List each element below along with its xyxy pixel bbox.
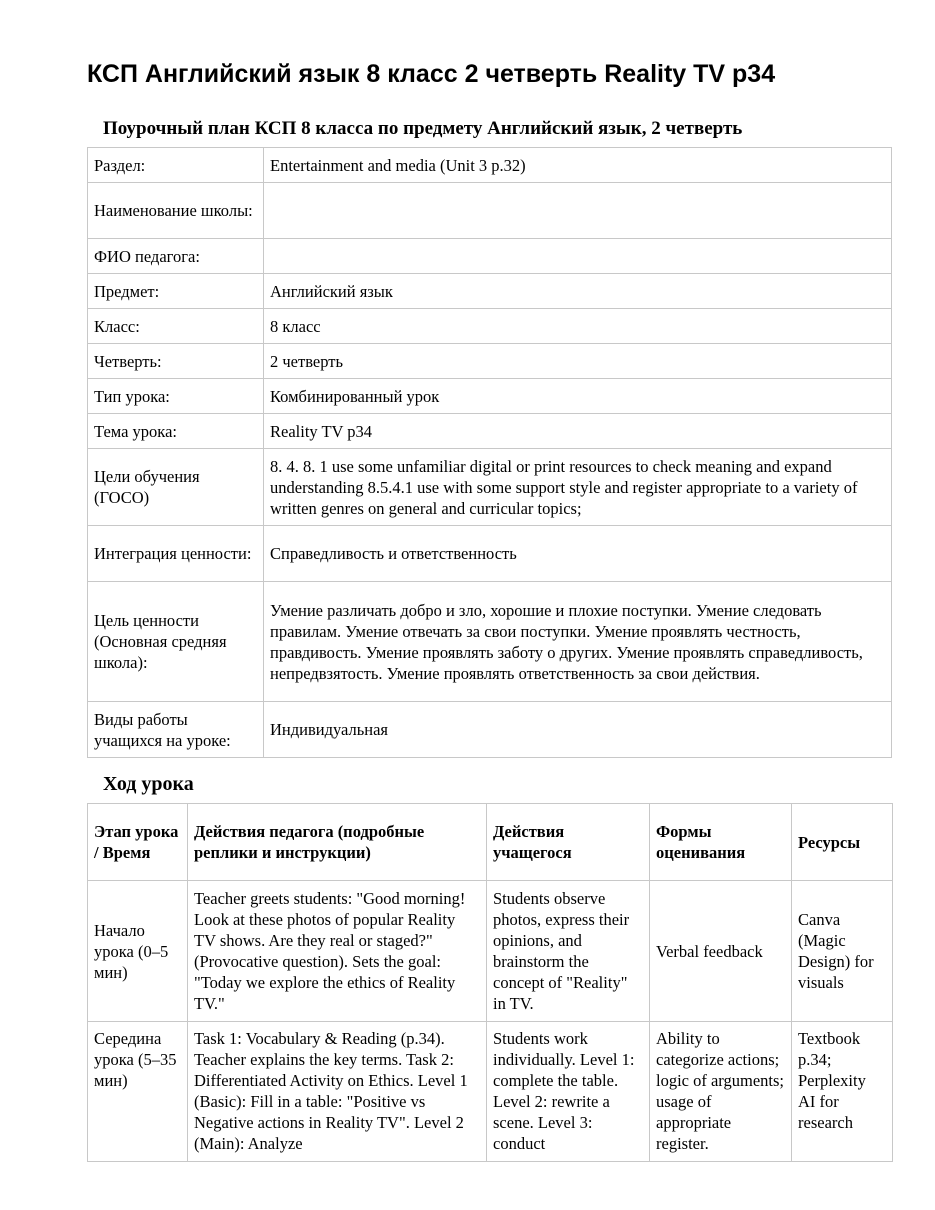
info-label: Виды работы учащихся на уроке: — [88, 702, 264, 758]
info-label: Наименование школы: — [88, 183, 264, 239]
column-header: Этап урока / Время — [88, 804, 188, 881]
info-row-quarter — [88, 344, 892, 379]
info-row-topic — [88, 414, 892, 449]
info-row-section — [88, 148, 892, 183]
info-value: 2 четверть — [264, 344, 892, 379]
info-label: Раздел: — [88, 148, 264, 183]
info-value: 8. 4. 8. 1 use some unfamiliar digital or print resources to check meaning and expand understanding 8.5.4.1 use with some support style and register appropriate to a variety of written genres on general and curricular topics; — [264, 449, 892, 526]
info-value: Комбинированный урок — [264, 379, 892, 414]
table-cell: Textbook p.34; Perplexity AI for research — [792, 1022, 893, 1162]
table-cell: Students work individually. Level 1: complete the table. Level 2: rewrite a scene. Level 3: conduct — [487, 1022, 650, 1162]
info-value: Индивидуальная — [264, 702, 892, 758]
info-row-teacher — [88, 239, 892, 274]
info-row-objectives — [88, 449, 892, 526]
info-label: Интеграция ценности: — [88, 526, 264, 582]
info-row-lesson-type — [88, 379, 892, 414]
info-label: Тип урока: — [88, 379, 264, 414]
table-cell: Students observe photos, express their opinions, and brainstorm the concept of "Reality" in TV. — [487, 881, 650, 1022]
info-value — [264, 183, 892, 239]
info-label: Цели обучения (ГОСО) — [88, 449, 264, 526]
info-value: Reality TV p34 — [264, 414, 892, 449]
info-row-value-integration — [88, 526, 892, 582]
info-row-work-type — [88, 702, 892, 758]
column-header: Формы оценивания — [650, 804, 792, 881]
info-value: Умение различать добро и зло, хорошие и плохие поступки. Умение следовать правилам. Умение отвечать за свои поступки. Умение проявлять честность, правдивость. Умение проявлять заботу о других. Умение проявлять справедливость, непредвзятость. Умение проявлять ответственность за свои действия. — [264, 582, 892, 702]
table-cell: Teacher greets students: "Good morning! Look at these photos of popular Reality TV shows. Are they real or staged?" (Provocative question). Sets the goal: "Today we explore the ethics of Reality TV." — [188, 881, 487, 1022]
table-row — [88, 1022, 893, 1162]
table-cell: Verbal feedback — [650, 881, 792, 1022]
table-cell: Начало урока (0–5 мин) — [88, 881, 188, 1022]
page-title: КСП Английский язык 8 класс 2 четверть Reality TV p34 — [87, 60, 776, 88]
info-label: ФИО педагога: — [88, 239, 264, 274]
table-row — [88, 881, 893, 1022]
info-label: Предмет: — [88, 274, 264, 309]
column-header: Действия учащегося — [487, 804, 650, 881]
info-label: Класс: — [88, 309, 264, 344]
info-value — [264, 239, 892, 274]
info-value: 8 класс — [264, 309, 892, 344]
table-cell: Ability to categorize actions; logic of arguments; usage of appropriate register. — [650, 1022, 792, 1162]
table-cell: Task 1: Vocabulary & Reading (p.34). Teacher explains the key terms. Task 2: Differentiated Activity on Ethics. Level 1 (Basic): Fill in a table: "Positive vs Negative actions in Reality TV". Level 2 (Main): Analyze — [188, 1022, 487, 1162]
plan-subtitle: Поурочный план КСП 8 класса по предмету Английский язык, 2 четверть — [103, 118, 743, 139]
table-cell: Середина урока (5–35 мин) — [88, 1022, 188, 1162]
lesson-info-table — [87, 147, 892, 758]
column-header: Действия педагога (подробные реплики и инструкции) — [188, 804, 487, 881]
info-row-value-goal — [88, 582, 892, 702]
info-value: Entertainment and media (Unit 3 p.32) — [264, 148, 892, 183]
info-value: Английский язык — [264, 274, 892, 309]
table-cell: Canva (Magic Design) for visuals — [792, 881, 893, 1022]
info-row-subject — [88, 274, 892, 309]
info-label: Тема урока: — [88, 414, 264, 449]
column-header: Ресурсы — [792, 804, 893, 881]
info-label: Цель ценности (Основная средняя школа): — [88, 582, 264, 702]
info-label: Четверть: — [88, 344, 264, 379]
info-row-school — [88, 183, 892, 239]
lesson-progress-heading: Ход урока — [103, 773, 194, 795]
info-value: Справедливость и ответственность — [264, 526, 892, 582]
lesson-progress-table — [87, 803, 893, 1162]
info-row-grade — [88, 309, 892, 344]
table-header-row — [88, 804, 893, 881]
